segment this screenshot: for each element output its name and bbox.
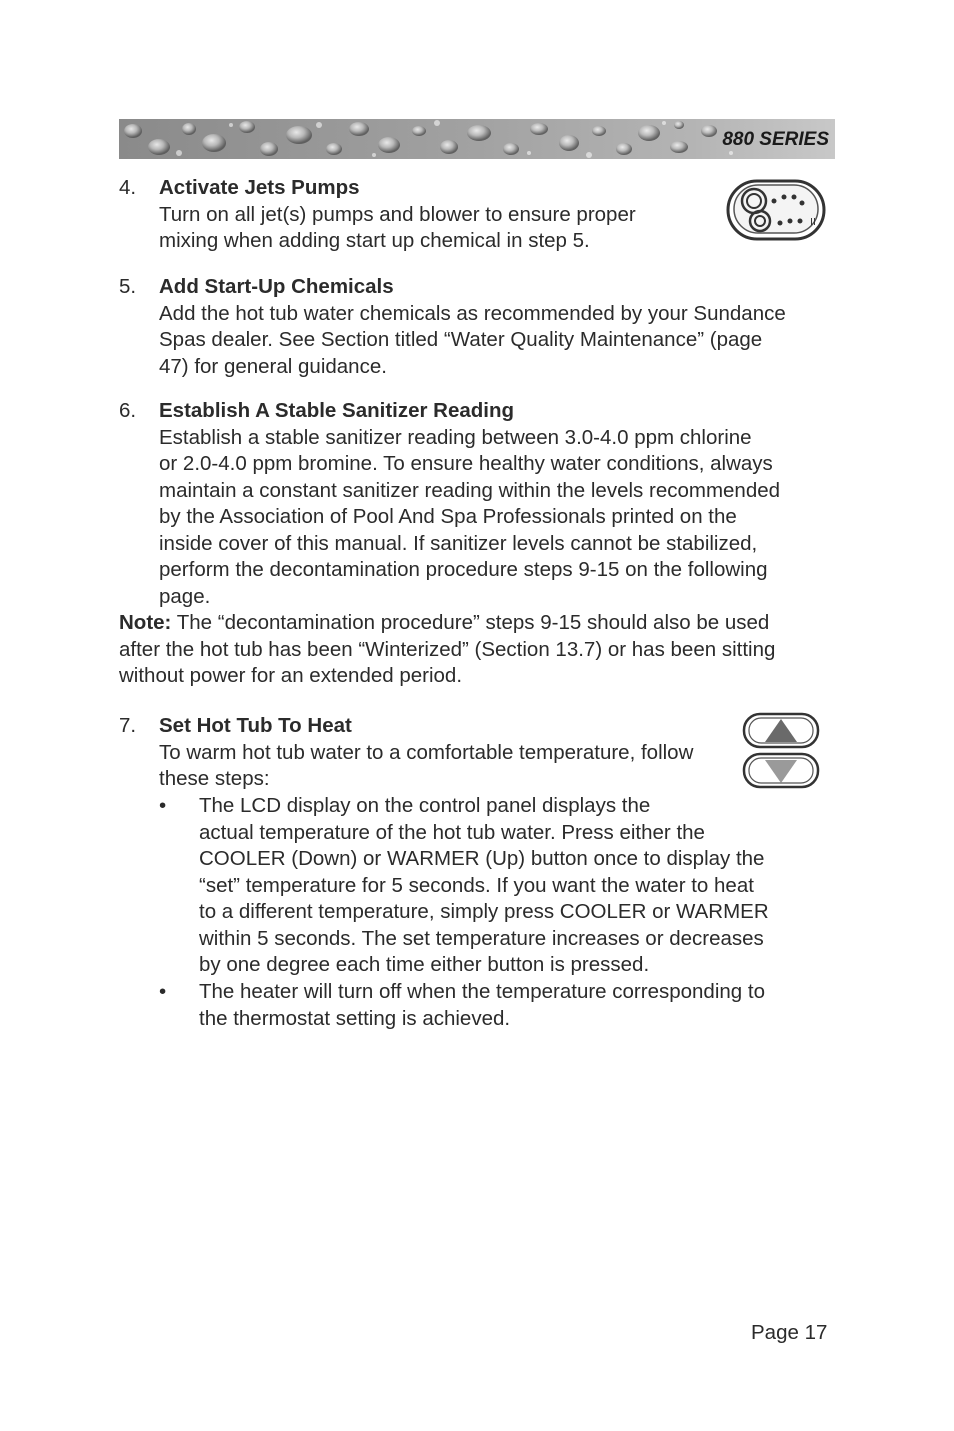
step-text-line: To warm hot tub water to a comfortable temperature, follow	[159, 740, 694, 764]
note-text-line: after the hot tub has been “Winterized” (Section 13.7) or has been sitting	[119, 637, 776, 661]
note-label: Note:	[119, 611, 172, 634]
step-activate-jets	[159, 175, 719, 255]
step-set-heat	[159, 713, 749, 793]
bullet-text-line: the thermostat setting is achieved.	[199, 1006, 511, 1030]
series-label: 880 SERIES	[722, 129, 829, 150]
note-text-line: without power for an extended period.	[119, 664, 463, 687]
jets-button-icon	[726, 179, 826, 246]
bullet-lcd-display	[199, 793, 849, 979]
note-text: The “decontamination procedure” steps 9-15 should also be used	[171, 611, 770, 634]
step-number: 4.	[119, 176, 137, 199]
bullet-icon: •	[159, 794, 167, 817]
bullet-text-line: by one degree each time either button is pressed.	[199, 953, 650, 976]
step-number: 6.	[119, 399, 137, 422]
step-title: Set Hot Tub To Heat	[159, 714, 352, 737]
step-text-line: Add the hot tub water chemicals as recommended by your Sundance	[159, 301, 786, 325]
page-number: Page 17	[751, 1321, 828, 1344]
step-title: Activate Jets Pumps	[159, 176, 360, 199]
step-number: 7.	[119, 714, 137, 737]
step-text-line: these steps:	[159, 767, 270, 790]
bullet-heater-off	[199, 979, 849, 1032]
step-title: Add Start-Up Chemicals	[159, 275, 394, 298]
bullet-text-line: to a different temperature, simply press COOLER or WARMER	[199, 900, 769, 923]
step-text-line: inside cover of this manual. If sanitizer levels cannot be stabilized,	[159, 531, 758, 555]
step-text-line: Spas dealer. See Section titled “Water Quality Maintenance” (page	[159, 328, 763, 351]
step-text-line: perform the decontamination procedure steps 9-15 on the following	[159, 558, 768, 581]
svg-text:II: II	[810, 217, 816, 228]
step-text-line: by the Association of Pool And Spa Professionals printed on the	[159, 505, 737, 528]
header-banner	[119, 119, 835, 159]
step-text-line: Establish a stable sanitizer reading between 3.0-4.0 ppm chlorine	[159, 425, 752, 449]
step-title: Establish A Stable Sanitizer Reading	[159, 399, 515, 422]
step-text-line: mixing when adding start up chemical in step 5.	[159, 229, 590, 252]
bullet-text-line: actual temperature of the hot tub water. Press either the	[199, 820, 705, 844]
step-text-line: or 2.0-4.0 ppm bromine. To ensure healthy water conditions, always	[159, 452, 773, 475]
bullet-text-line: The LCD display on the control panel displays the	[199, 794, 651, 817]
step-number: 5.	[119, 275, 137, 298]
step-text-line: page.	[159, 584, 211, 608]
step-add-chemicals	[159, 274, 849, 380]
step-text-line: 47) for general guidance.	[159, 354, 387, 378]
temperature-buttons-icon	[742, 712, 820, 795]
step-text-line: Turn on all jet(s) pumps and blower to ensure proper	[159, 202, 636, 226]
note-block	[119, 610, 849, 690]
step-text-line: maintain a constant sanitizer reading within the levels recommended	[159, 478, 781, 502]
bullet-text-line: COOLER (Down) or WARMER (Up) button once to display the	[199, 847, 765, 870]
bullet-text-line: The heater will turn off when the temperature corresponding to	[199, 980, 765, 1003]
bullet-text-line: “set” temperature for 5 seconds. If you want the water to heat	[199, 873, 754, 897]
bullet-icon: •	[159, 980, 167, 1003]
step-sanitizer-reading	[159, 398, 849, 610]
bullet-text-line: within 5 seconds. The set temperature increases or decreases	[199, 926, 764, 950]
